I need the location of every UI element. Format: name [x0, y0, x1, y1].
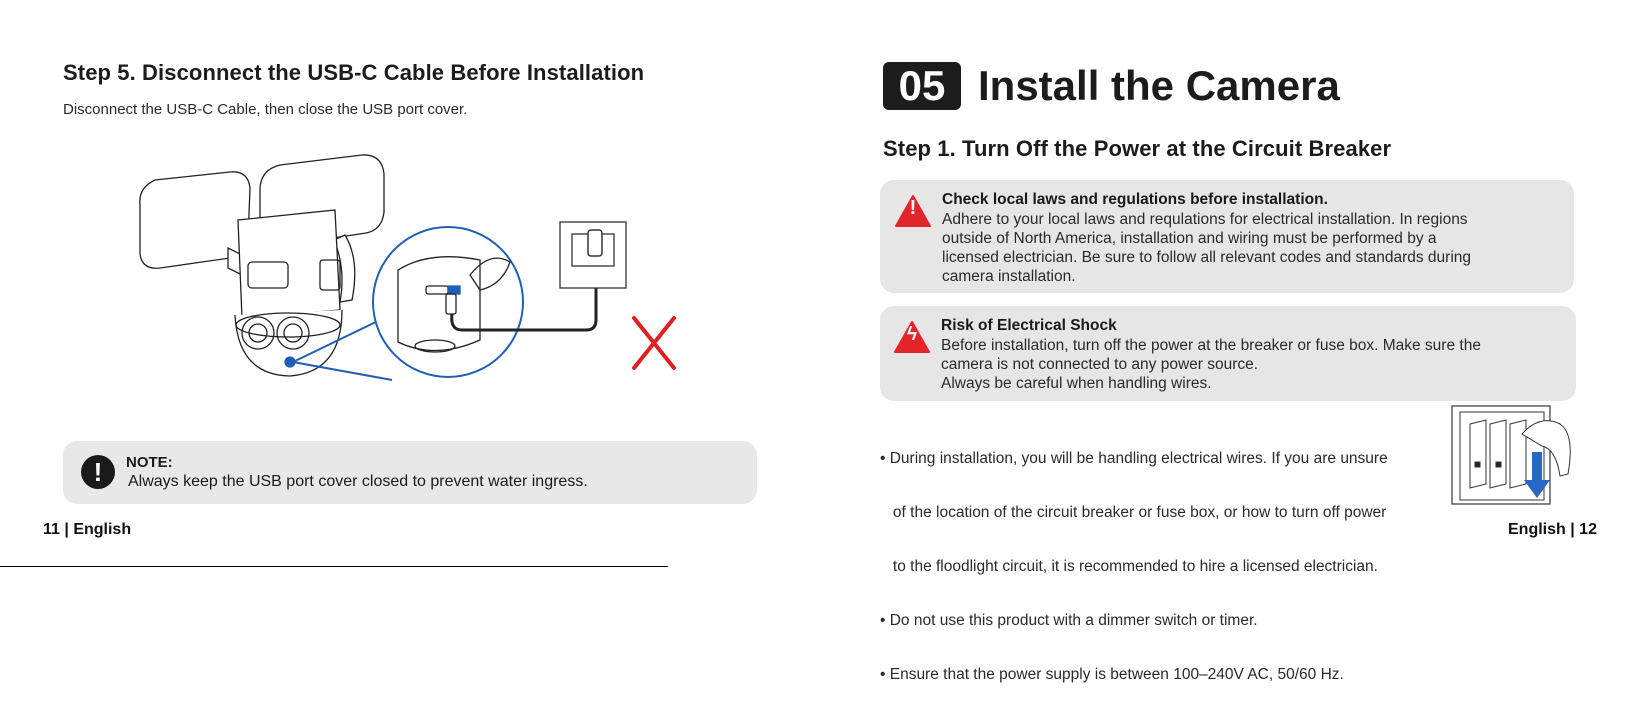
circuit-breaker-illustration — [1450, 404, 1580, 508]
note-title: NOTE: — [126, 454, 173, 471]
warning-line: Before installation, turn off the power at the breaker or fuse box. Make sure the — [941, 337, 1481, 354]
warning-line: Always be careful when handling wires. — [941, 375, 1212, 392]
list-item: to the floodlight circuit, it is recommended to hire a licensed electrician. — [880, 558, 1378, 575]
shock-icon-glyph: ϟ — [906, 324, 918, 345]
footer-language: English — [1508, 521, 1566, 538]
usb-disconnect-illustration — [130, 150, 690, 390]
footer-language: English — [73, 521, 132, 538]
step-title: Step 5. Disconnect the USB-C Cable Before Installation — [63, 60, 645, 85]
warning-line: licensed electrician. Be sure to follow all relevant codes and standards during — [942, 249, 1472, 266]
list-item: • During installation, you will be handling electrical wires. If you are unsure — [880, 450, 1388, 467]
right-footer — [1508, 521, 1597, 539]
section-title: Install the Camera — [978, 62, 1340, 109]
warning-line: camera installation. — [942, 268, 1076, 285]
page-number: 11 — [43, 521, 60, 538]
list-item: • Ensure that the power supply is between 100–240V AC, 50/60 Hz. — [880, 666, 1344, 683]
step-title-right: Step 1. Turn Off the Power at the Circuit Breaker — [883, 136, 1392, 161]
list-item: of the location of the circuit breaker or fuse box, or how to turn off power — [880, 504, 1387, 521]
note-text: Always keep the USB port cover closed to prevent water ingress. — [128, 473, 588, 490]
exclamation-icon: ! — [81, 455, 115, 489]
warning-title-laws: Check local laws and regulations before installation. — [942, 191, 1328, 208]
warning-icon-glyph: ! — [909, 197, 917, 219]
footer-separator: | — [64, 521, 69, 538]
step-description: Disconnect the USB-C Cable, then close the USB port cover. — [63, 101, 468, 118]
warning-line: Adhere to your local laws and requlations for electrical installation. In regions — [942, 211, 1468, 228]
warning-title-shock: Risk of Electrical Shock — [941, 317, 1117, 334]
section-number-badge: 05 — [883, 62, 961, 110]
left-footer — [43, 521, 131, 539]
page-divider-line — [0, 566, 668, 567]
warning-text-shock — [941, 336, 1481, 393]
warning-text-laws — [942, 210, 1471, 286]
footer-separator: | — [1570, 521, 1575, 538]
bullet-list — [880, 414, 1388, 702]
warning-line: camera is not connected to any power source. — [941, 356, 1259, 373]
page-number: 12 — [1579, 521, 1597, 538]
warning-line: outside of North America, installation and wiring must be performed by a — [942, 230, 1437, 247]
list-item: • Do not use this product with a dimmer switch or timer. — [880, 612, 1258, 629]
